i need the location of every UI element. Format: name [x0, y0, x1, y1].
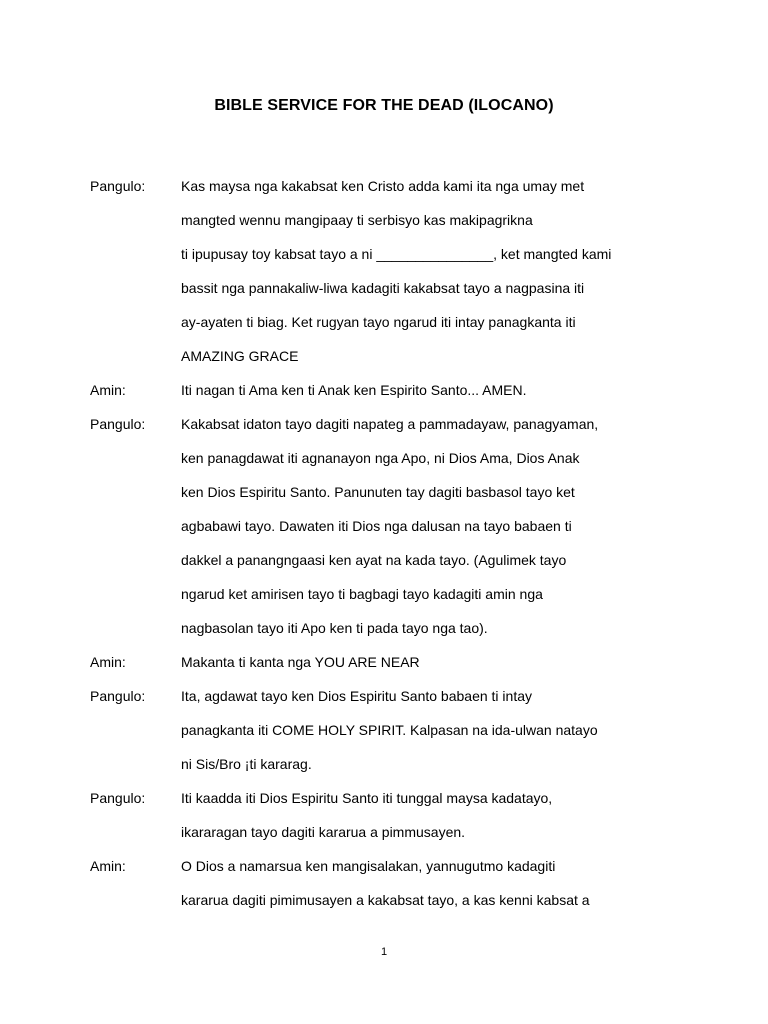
- dialogue-block: [90, 679, 690, 781]
- text-line: Iti kaadda iti Dios Espiritu Santo iti tunggal maysa kadatayo,: [181, 790, 553, 806]
- text-line: ay-ayaten ti biag. Ket rugyan tayo ngarud iti intay panagkanta iti: [181, 314, 576, 330]
- text-line: Kas maysa nga kakabsat ken Cristo adda kami ita nga umay met: [181, 178, 585, 194]
- dialogue-text: [181, 407, 690, 645]
- page-number: 1: [380, 946, 388, 958]
- speaker-label: Pangulo:: [90, 178, 146, 194]
- text-line: agbabawi tayo. Dawaten iti Dios nga dalusan na tayo babaen ti: [181, 518, 572, 534]
- dialogue-text: [181, 679, 690, 781]
- speaker-label: Pangulo:: [90, 416, 146, 432]
- document-body: [90, 169, 690, 917]
- speaker-label: Amin:: [90, 654, 126, 670]
- dialogue-text: [181, 169, 690, 373]
- dialogue-text: [181, 645, 690, 679]
- text-line: AMAZING GRACE: [181, 348, 299, 364]
- dialogue-block: [90, 407, 690, 645]
- dialogue-block: [90, 781, 690, 849]
- dialogue-block: [90, 373, 690, 407]
- dialogue-text: [181, 849, 690, 917]
- text-line: Ita, agdawat tayo ken Dios Espiritu Santo babaen ti intay: [181, 688, 532, 704]
- dialogue-text: [181, 781, 690, 849]
- text-line: Kakabsat idaton tayo dagiti napateg a pammadayaw, panagyaman,: [181, 416, 599, 432]
- text-line: panagkanta iti COME HOLY SPIRIT. Kalpasan na ida-ulwan natayo: [181, 722, 598, 738]
- text-line: ni Sis/Bro ¡ti kararag.: [181, 756, 312, 772]
- text-line: O Dios a namarsua ken mangisalakan, yannugutmo kadagiti: [181, 858, 556, 874]
- text-line: ikararagan tayo dagiti kararua a pimmusayen.: [181, 824, 466, 840]
- speaker-label: Pangulo:: [90, 688, 146, 704]
- speaker-label: Amin:: [90, 858, 126, 874]
- text-line: dakkel a panangngaasi ken ayat na kada tayo. (Agulimek tayo: [181, 552, 567, 568]
- text-line: bassit nga pannakaliw-liwa kadagiti kakabsat tayo a nagpasina iti: [181, 280, 585, 296]
- text-line: ti ipupusay toy kabsat tayo a ni _______________, ket mangted kami: [181, 246, 612, 262]
- text-line: ken Dios Espiritu Santo. Panunuten tay dagiti basbasol tayo ket: [181, 484, 575, 500]
- speaker-label: Amin:: [90, 382, 126, 398]
- text-line: ngarud ket amirisen tayo ti bagbagi tayo kadagiti amin nga: [181, 586, 543, 602]
- dialogue-block: [90, 849, 690, 917]
- dialogue-text: [181, 373, 690, 407]
- text-line: Makanta ti kanta nga YOU ARE NEAR: [181, 654, 420, 670]
- text-line: kararua dagiti pimimusayen a kakabsat tayo, a kas kenni kabsat a: [181, 892, 590, 908]
- text-line: nagbasolan tayo iti Apo ken ti pada tayo nga tao).: [181, 620, 488, 636]
- speaker-label: Pangulo:: [90, 790, 146, 806]
- text-line: ken panagdawat iti agnanayon nga Apo, ni Dios Ama, Dios Anak: [181, 450, 580, 466]
- dialogue-block: [90, 169, 690, 373]
- text-line: mangted wennu mangipaay ti serbisyo kas makipagrikna: [181, 212, 533, 228]
- page-title: BIBLE SERVICE FOR THE DEAD (ILOCANO): [214, 97, 554, 114]
- text-line: Iti nagan ti Ama ken ti Anak ken Espirito Santo... AMEN.: [181, 382, 527, 398]
- dialogue-block: [90, 645, 690, 679]
